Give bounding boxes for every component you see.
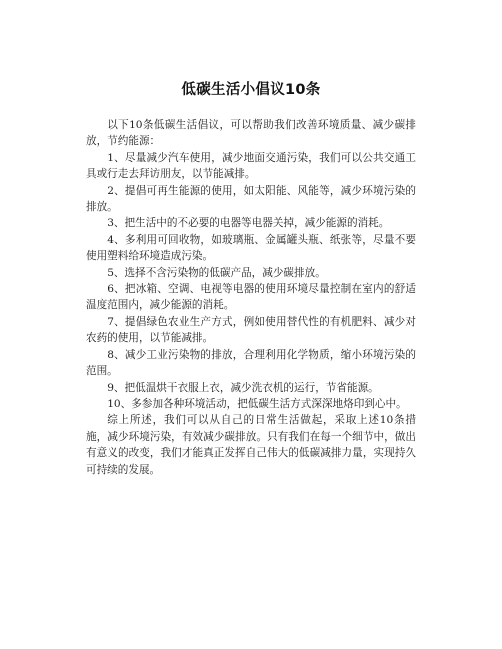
list-item: 5、选择不含污染物的低碳产品，减少碳排放。	[107, 266, 326, 279]
list-item: 10、多参加各种环境活动，把低碳生活方式深深地烙印到心中。	[107, 397, 407, 410]
list-item: 4、多利用可回收物，如玻璃瓶、金属罐头瓶、纸张等，尽量不要使用塑料给环境造成污染。	[86, 233, 416, 263]
document-body	[86, 117, 416, 478]
list-item: 6、把冰箱、空调、电视等电器的使用环境尽量控制在室内的舒适温度范围内，减少能源的消耗。	[86, 283, 416, 312]
list-item: 9、把低温烘干衣服上衣，减少洗衣机的运行，节省能源。	[107, 381, 379, 394]
conclusion-paragraph: 综上所述，我们可以从自己的日常生活做起，采取上述10条措施，减少环境污染，有效减少碳排放。只有我们在每一个细节中，做出有意义的改变，我们才能真正发挥自己伟大的低碳减排力量，实现持久可持续的发展。	[86, 414, 416, 476]
intro-paragraph: 以下10条低碳生活倡议，可以帮助我们改善环境质量、减少碳排放，节约能源：	[86, 119, 416, 148]
list-item: 3、把生活中的不必要的电器等电器关掉，减少能源的消耗。	[107, 217, 390, 230]
list-item: 2、提倡可再生能源的使用，如太阳能、风能等，减少环境污染的排放。	[86, 184, 416, 214]
document-title: 低碳生活小倡议10条	[181, 82, 321, 98]
list-item: 7、提倡绿色农业生产方式，例如使用替代性的有机肥料、减少对农药的使用，以节能减排。	[86, 315, 416, 345]
list-item: 8、减少工业污染物的排放，合理利用化学物质，缩小环境污染的范围。	[86, 348, 416, 378]
list-item: 1、尽量减少汽车使用，减少地面交通污染，我们可以公共交通工具或行走去拜访朋友，以节能减排。	[86, 151, 416, 181]
